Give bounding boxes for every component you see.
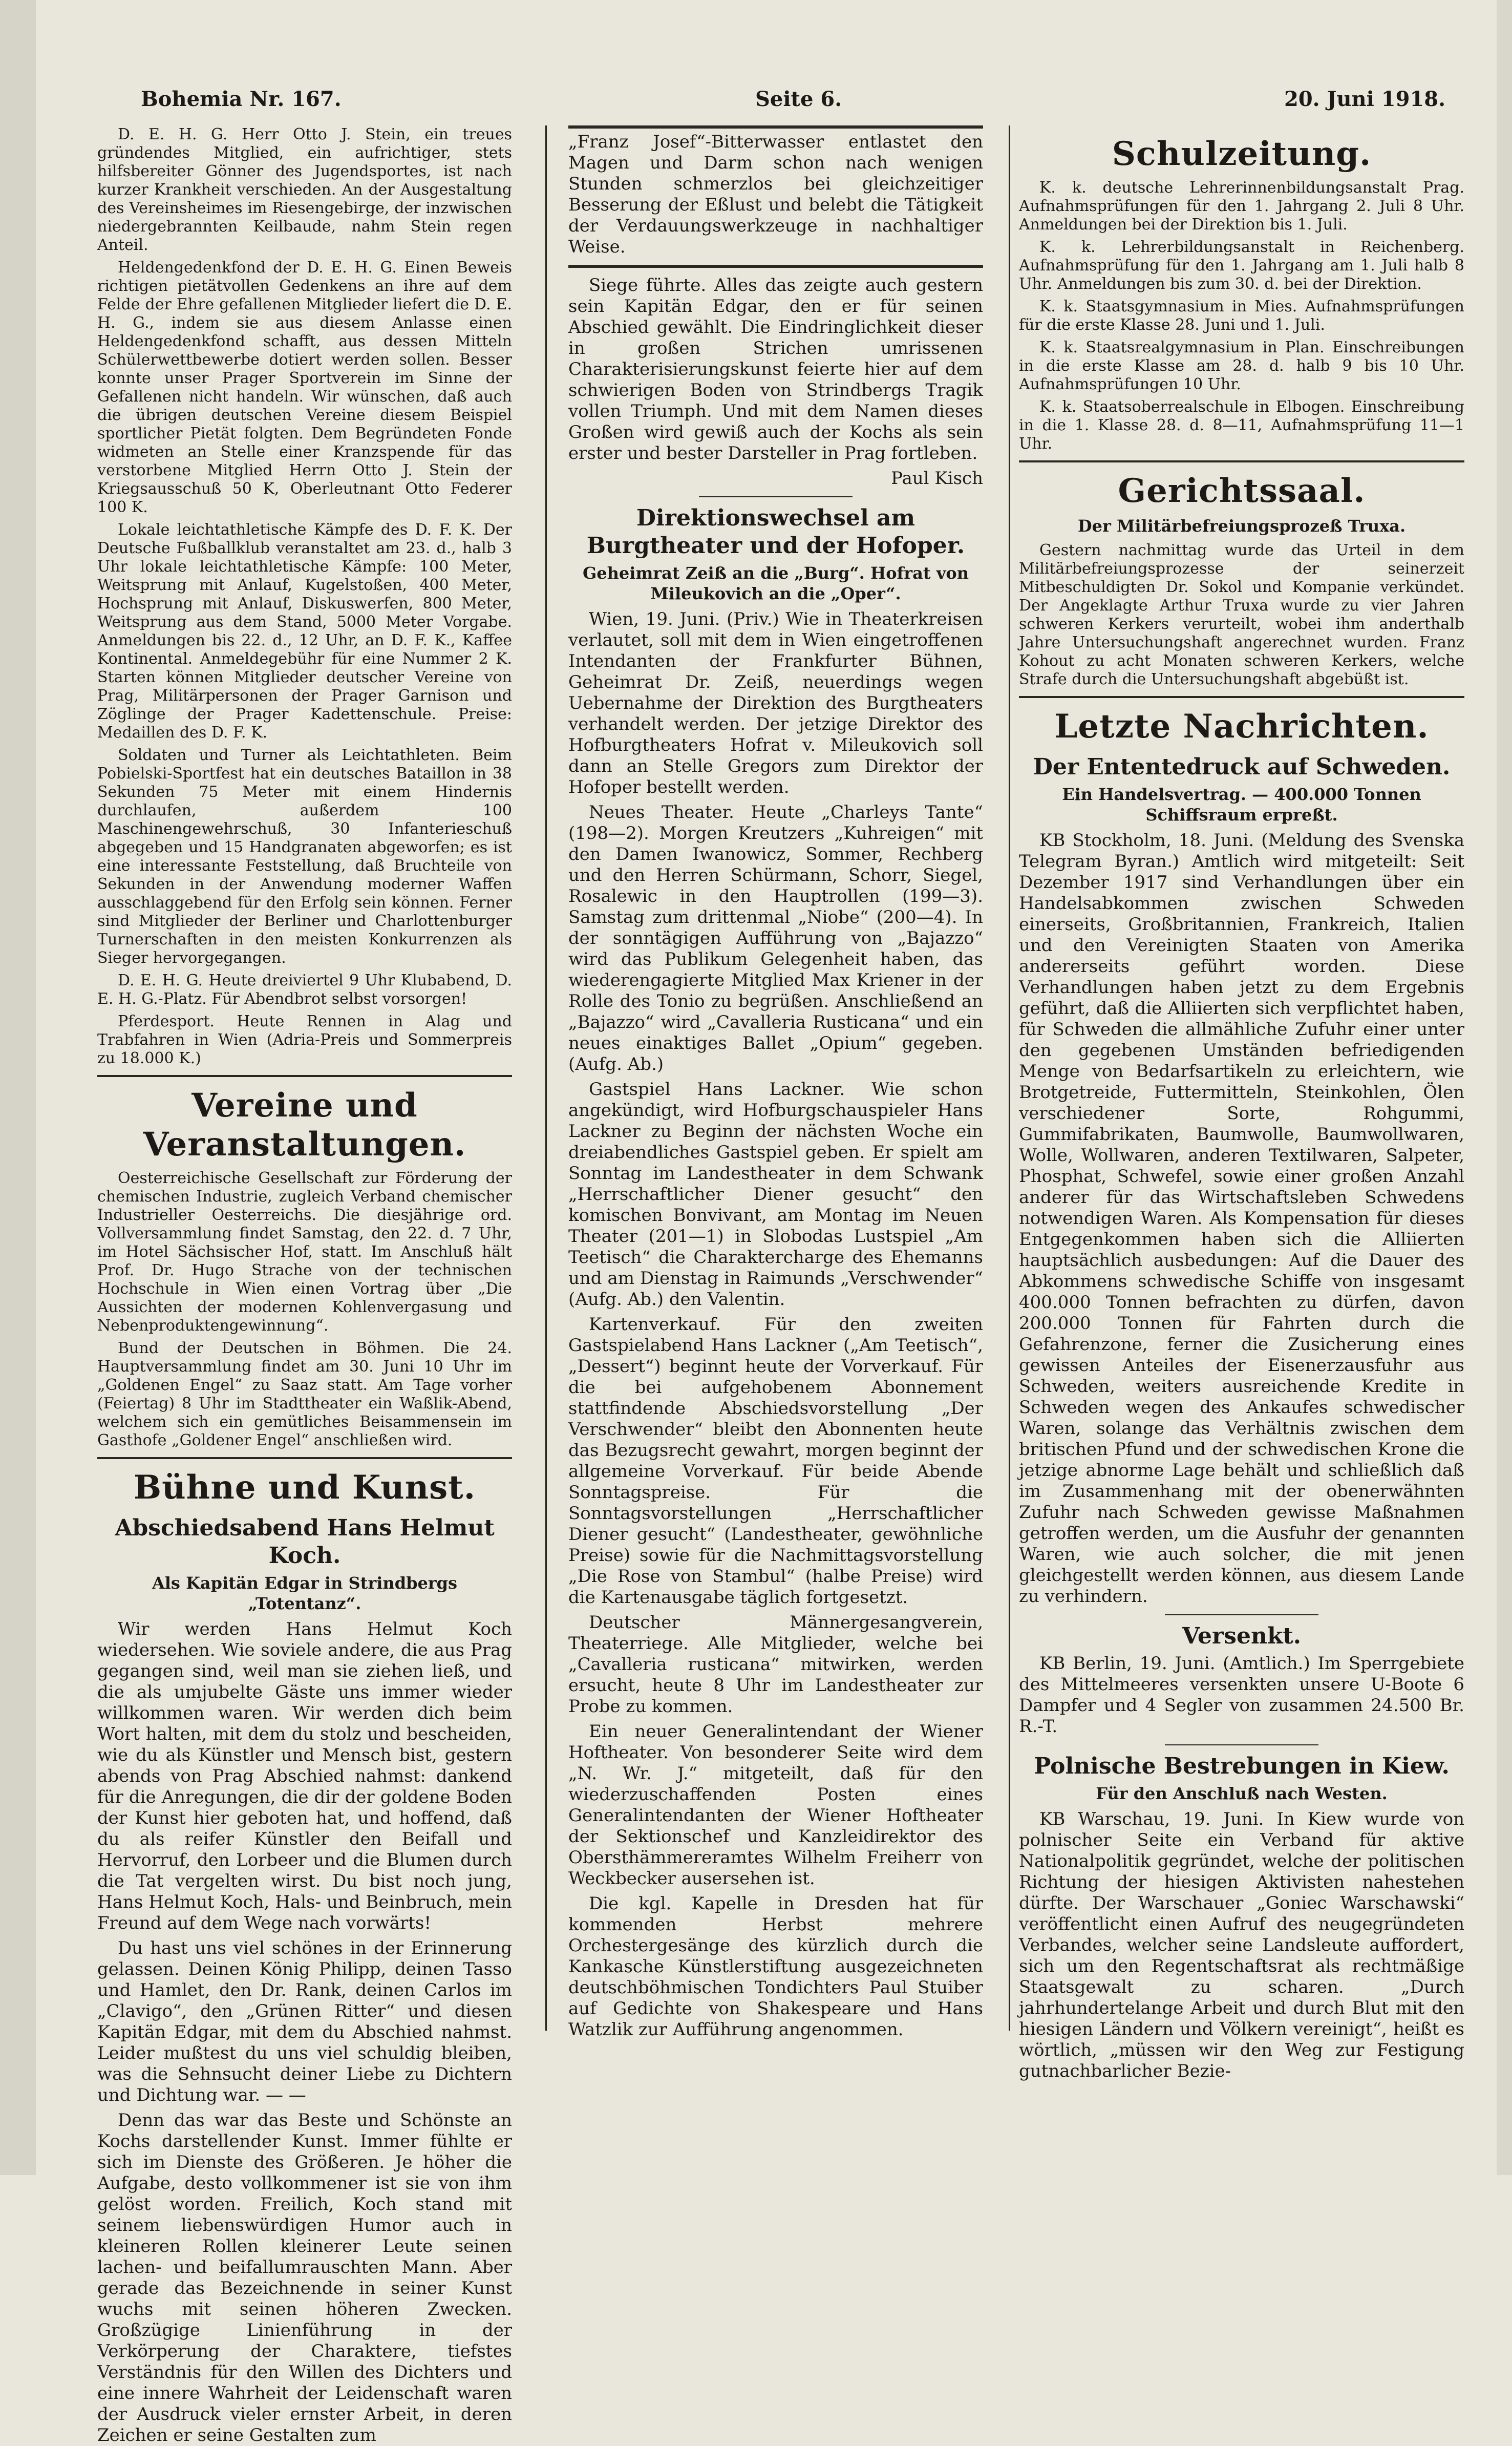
vereine-note: Oesterreichische Gesellschaft zur Förderung der chemischen Industrie, zugleich Verband chemischer Industrieller Oesterreichs. Die diesjährige ord. Vollversammlung findet Samstag, den 22. d. 7 Uhr, im Hotel Sächsischer Hof, statt. Im Anschluß hält Prof. Dr. Hugo Strache von der technischen Hochschule in Wien einen Vortrag über „Die Aussichten der modernen Kohlenvergasung und Nebenproduktengewinnung“. [97, 1169, 512, 1335]
section-title-letzte-nachrichten: Letzte Nachrichten. [1054, 707, 1429, 746]
theater-note: Neues Theater. Heute „Charleys Tante“ (198—2). Morgen Kreutzers „Kuhreigen“ mit den Damen Iwanowicz, Sommer, Rechberg und den Herren Schürmann, Schorr, Siegel, Rosalewic in den Hauptrollen (199—3). Samstag zum drittenmal „Niobe“ (200—4). In der sonntägigen Aufführung von „Bajazzo“ wird das Publikum Gelegenheit haben, das wiederengagierte Mitglied Max Kriener in der Rolle des Tonio zu begrüßen. Anschließend an „Bajazzo“ wird „Cavalleria Rusticana“ und ein neues einaktiges Ballet „Opium“ gegeben. (Aufg. Ab.) [568, 802, 983, 1074]
section-title-schulzeitung: Schulzeitung. [1112, 135, 1372, 173]
article-paragraph: Siege führte. Alles das zeigte auch gestern sein Kapitän Edgar, den er für seinen Abschied gewählt. Die Eindringlichkeit dieser in großen Strichen umrissenen Charakterisierungskunst feierte hier auf dem schwierigen Boden von Strindbergs Tragik vollen Triumph. Und mit dem Namen dieses Großen wird gewiß auch der Kochs als sein erster und bester Darsteller in Prag fortleben. [568, 275, 983, 463]
article-paragraph: KB Warschau, 19. Juni. In Kiew wurde von polnischer Seite ein Verband für aktive Nationalpolitik gegründet, welche der politischen Richtung der hiesigen Aktivisten nahestehen dürfte. Der Warschauer „Goniec Warschawski“ veröffentlicht einen Aufruf des neugegründeten Verbandes, welcher seine Landsleute auffordert, sich um den Regentschaftsrat als rechtmäßige Staatsgewalt zu scharen. „Durch jahrhundertelange Arbeit und durch Blut mit den hiesigen Ländern und Völkern vereinigt“, heißt es wörtlich, „müssen wir den Weg zur Festigung gutnachbarlicher Bezie- [1019, 1809, 1464, 2081]
article-separator [699, 496, 853, 497]
article-paragraph: KB Berlin, 19. Juni. (Amtlich.) Im Sperrgebiete des Mittelmeeres versenkten unsere U-Boote 6 Dampfer und 4 Segler von zusammen 24.500 Br. R.-T. [1019, 1653, 1464, 1737]
article-headline-versenkt: Versenkt. [1182, 1623, 1302, 1649]
sports-note: D. E. H. G. Heute dreiviertel 9 Uhr Klubabend, D. E. H. G.-Platz. Für Abendbrot selbst vorsorgen! [97, 972, 512, 1008]
sports-note: Soldaten und Turner als Leichtathleten. Beim Pobielski-Sportfest hat ein deutsches Bataillon in 38 Sekunden 75 Meter mit einem Hindernis durchlaufen, außerdem 100 Maschinengewehrschuß, 30 Infanterieschuß abgegeben und 15 Handgranaten abgeworfen; es ist eine interessante Feststellung, daß Bruchteile von Sekunden in der Anwendung moderner Waffen ausschlaggebend für den Erfolg sein können. Ferner sind Mitglieder der Berliner und Charlottenburger Turnerschaften in den meisten Konkurrenzen als Sieger hervorgegangen. [97, 746, 512, 967]
article-headline-koch: Abschiedsabend Hans Helmut Koch. [115, 1515, 495, 1569]
theater-note: Deutscher Männergesangverein, Theaterriege. Alle Mitglieder, welche bei „Cavalleria rusticana“ mitwirken, werden ersucht, heute 8 Uhr im Landestheater zur Probe zu kommen. [568, 1612, 983, 1717]
column-divider [545, 125, 547, 2031]
column-divider [1009, 125, 1010, 2031]
school-note: K. k. Staatsgymnasium in Mies. Aufnahmsprüfungen für die erste Klasse 28. Juni und 1. Juli. [1019, 298, 1464, 334]
article-subheadline-koch: Als Kapitän Edgar in Strindbergs „Totentanz“. [152, 1573, 458, 1613]
article-headline-ententedruck: Der Ententedruck auf Schweden. [1033, 754, 1451, 780]
article-signature: Paul Kisch [891, 468, 983, 489]
column-left [97, 125, 512, 2445]
article-paragraph: Denn das war das Beste und Schönste an Kochs darstellender Kunst. Immer fühlte er sich im Dienste des Größeren. Je höher die Aufgabe, desto vollkommener ist sie von ihm gelöst worden. Freilich, Koch stand mit seinem liebenswürdigen Humor auch in kleineren Rollen kleinerer Leute seinen lachen- und beifallumrauschten Mann. Aber gerade das Bezeichnende in seiner Kunst wuchs mit seinen höheren Zwecken. Großzügige Linienführung in der Verkörperung der Charaktere, tiefstes Verständnis für den Willen des Dichters und eine innere Wahrheit der Leidenschaft waren der Ausdruck vieler ernster Arbeit, in deren Zeichen er seine Gestalten zum [97, 2110, 512, 2445]
article-headline-direktion: Direktionswechsel am Burgtheater und der Hofoper. [586, 505, 965, 559]
school-note: K. k. deutsche Lehrerinnenbildungsanstalt Prag. Aufnahmsprüfungen für den 1. Jahrgang 2. Juli 8 Uhr. Anmeldungen bei der Direktion bis 1. Juli. [1019, 179, 1464, 234]
advertisement-text: „Franz Josef“-Bitterwasser entlastet den Magen und Darm schon nach wenigen Stunden schmerzlos bei gleichzeitiger Besserung der Eßlust und belebt die Tätigkeit der Verdauungswerkzeuge in nachhaltiger Weise. [568, 132, 983, 257]
section-rule [97, 1075, 512, 1077]
sports-note: Heldengedenkfond der D. E. H. G. Einen Beweis richtigen pietätvollen Gedenkens an ihre auf dem Felde der Ehre gefallenen Mitglieder liefert die D. E. H. G., indem sie aus diesem Anlasse einen Heldengedenkfond schafft, aus dessen Mitteln Schülerwettbewerbe dotiert werden sollen. Besser konnte unser Prager Sportverein im Sinne der Gefallenen nicht handeln. Wir wünschen, daß auch die übrigen deutschen Vereine diesem Beispiel sportlicher Pietät folgten. Dem Begründeten Fonde widmeten an Stelle einer Kranzspende für das verstorbene Mitglied Herrn Otto J. Stein der Kriegsausschuß 50 K, Oberleutnant Otto Federer 100 K. [97, 259, 512, 516]
article-headline-kiew: Polnische Bestrebungen in Kiew. [1034, 1753, 1450, 1779]
article-headline-truxa: Der Militärbefreiungsprozeß Truxa. [1077, 516, 1406, 536]
section-rule [97, 1457, 512, 1459]
column-middle [568, 125, 983, 2051]
section-title-vereine: Vereine und Veranstaltungen. [143, 1086, 466, 1164]
theater-note: Kartenverkauf. Für den zweiten Gastspielabend Hans Lackner („Am Teetisch“, „Dessert“) beginnt heute der Vorverkauf. Für die bei aufgehobenem Abonnement stattfindende Abschiedsvorstellung „Der Verschwender“ bleibt den Abonnenten heute das Bezugsrecht gewahrt, morgen beginnt der allgemeine Vorverkauf. Für beide Abende Sonntagspreise. Für die Sonntagsvorstellungen „Herrschaftlicher Diener gesucht“ (Landestheater, gewöhnliche Preise) sowie für die Nachmittagsvorstellung „Die Rose von Stambul“ (halbe Preise) wird die Kartenausgabe täglich fortgesetzt. [568, 1314, 983, 1608]
article-subheadline-ententedruck: Ein Handelsvertrag. — 400.000 Tonnen Schiffsraum erpreßt. [1062, 785, 1421, 825]
school-note: K. k. Staatsrealgymnasium in Plan. Einschreibungen in die erste Klasse am 28. d. halb 9 bis 10 Uhr. Aufnahmsprüfungen 10 Uhr. [1019, 339, 1464, 393]
article-paragraph: Gestern nachmittag wurde das Urteil in dem Militärbefreiungsprozesse der seinerzeit Mitbeschuldigten Dr. Sokol und Kompanie verkündet. Der Angeklagte Arthur Truxa wurde zu vier Jahren schweren Kerkers verurteilt, wobei ihm anderthalb Jahre Untersuchungshaft angerechnet wurden. Franz Kohout zu acht Monaten schweren Kerkers, welche Strafe durch die Untersuchungshaft abgebüßt ist. [1019, 541, 1464, 688]
school-note: K. k. Lehrerbildungsanstalt in Reichenberg. Aufnahmsprüfung für den 1. Jahrgang am 1. Juli halb 8 Uhr. Anmeldungen bis zum 30. d. bei der Direktion. [1019, 238, 1464, 293]
theater-note: Ein neuer Generalintendant der Wiener Hoftheater. Von besonderer Seite wird dem „N. Wr. J.“ mitgeteilt, daß für den wiederzuschaffenden Posten eines Generalintendanten der Wiener Hoftheater der Sektionschef und Kanzleidirektor des Obersthämmereramtes Wilhelm Freiherr von Weckbecker ausersehen ist. [568, 1721, 983, 1889]
section-title-gerichtssaal: Gerichtssaal. [1118, 472, 1366, 510]
article-separator [1165, 1744, 1318, 1745]
sports-note: Pferdesport. Heute Rennen in Alag und Trabfahren in Wien (Adria-Preis und Sommerpreis zu 18.000 K.) [97, 1013, 512, 1067]
article-separator [1165, 1614, 1318, 1615]
column-right [1019, 125, 1464, 2081]
page-header [141, 82, 1445, 113]
sports-note: D. E. H. G. Herr Otto J. Stein, ein treues gründendes Mitglied, ein aufrichtiger, stets hilfsbereiter Gönner des Jugendsportes, ist nach kurzer Krankheit verschieden. An der Ausgestaltung des Vereinsheimes im Riesengebirge, der inzwischen niedergebrannten Keilbaude, nahm Stein regen Anteil. [97, 125, 512, 254]
article-paragraph: Wien, 19. Juni. (Priv.) Wie in Theaterkreisen verlautet, soll mit dem in Wien eingetroffenen Intendanten der Frankfurter Bühnen, Geheimrat Dr. Zeiß, neuerdings wegen Uebernahme der Direktion des Burgtheaters verhandelt werden. Der jetzige Direktor des Hofburgtheaters Hofrat v. Mileukovich soll dann an Stelle Gregors zum Direktor der Hofoper bestellt werden. [568, 609, 983, 797]
article-paragraph: Du hast uns viel schönes in der Erinnerung gelassen. Deinen König Philipp, deinen Tasso und Hamlet, den Dr. Rank, deinen Carlos im „Clavigo“, den „Grünen Ritter“ und diesen Kapitän Edgar, mit dem du Abschied nahmst. Leider mußtest du uns viel schuldig bleiben, was die Sehnsucht deiner Liebe zu Dichtern und Dichtung war. — — [97, 1938, 512, 2105]
article-paragraph: KB Stockholm, 18. Juni. (Meldung des Svenska Telegram Byran.) Amtlich wird mitgeteilt: Seit Dezember 1917 sind Verhandlungen über ein Handelsabkommen zwischen Schweden einerseits, Großbritannien, Frankreich, Italien und den Vereinigten Staaten von Amerika andererseits geführt worden. Diese Verhandlungen haben jetzt zu dem Ergebnis geführt, daß die Alliierten sich verpflichtet haben, für Schweden die allmähliche Zufuhr einer unter den gegebenen Umständen befriedigenden Menge von Bedarfsartikeln zu erleichtern, wie Brotgetreide, Futtermitteln, Steinkohlen, Ölen verschiedener Sorte, Rohgummi, Gummifabrikaten, Baumwolle, Baumwollwaren, Wolle, Wollwaren, anderen Textilwaren, Salpeter, Phosphat, Schwefel, sowie einer großen Anzahl anderer für das Wirtschaftsleben Schwedens notwendigen Waren. Als Kompensation für dieses Entgegenkommen haben sich die Alliierten hauptsächlich ausbedungen: Auf die Dauer des Abkommens schwedische Schiffe von insgesamt 400.000 Tonnen befrachten zu dürfen, davon 200.000 Tonnen für Fahrten durch die Gefahrenzone, ferner die Zusicherung eines gewissen Anteiles der Eisenerzausfuhr aus Schweden, weiters ausreichende Kredite in Schweden wegen des Ankaufes schwedischer Waren, solange das Verhältnis zwischen dem britischen Pfund und der schwedischen Krone die jetzige abnorme Lage behält und schließlich daß im Zusammenhang mit der obenerwähnten Zufuhr nach Schweden gewisse Maßnahmen getroffen werden, um die Ausfuhr der genannten Waren, wie auch solcher, die mit jenen gleichgestellt werden können, aus diesem Lande zu verhindern. [1019, 830, 1464, 1607]
advertisement-box [568, 125, 983, 268]
school-note: K. k. Staatsoberrealschule in Elbogen. Einschreibung in die 1. Klasse 28. d. 8—11, Aufnahmsprüfung 11—1 Uhr. [1019, 398, 1464, 453]
page-edge-right [1497, 0, 1512, 2175]
article-subheadline-kiew: Für den Anschluß nach Westen. [1096, 1784, 1388, 1803]
theater-note: Gastspiel Hans Lackner. Wie schon angekündigt, wird Hofburgschauspieler Hans Lackner zu Beginn der nächsten Woche ein dreiabendliches Gastspiel geben. Er spielt am Sonntag im Landestheater in dem Schwank „Herrschaftlicher Diener gesucht“ den komischen Bonvivant, am Montag im Neuen Theater (201—1) in Slobodas Lustspiel „Am Teetisch“ die Charaktercharge des Ehemanns und am Dienstag in Raimunds „Verschwender“ (Aufg. Ab.) den Valentin. [568, 1079, 983, 1310]
section-title-buehne: Bühne und Kunst. [134, 1468, 476, 1507]
issue-date: 20. Juni 1918. [1284, 87, 1445, 111]
section-rule [1019, 460, 1464, 462]
masthead-issue: Bohemia Nr. 167. [141, 87, 342, 111]
sports-note: Lokale leichtathletische Kämpfe des D. F. K. Der Deutsche Fußballklub veranstaltet am 23. d., halb 3 Uhr lokale leichtathletische Kämpfe: 100 Meter, Weitsprung mit Anlauf, Kugelstoßen, 400 Meter, Hochsprung mit Anlauf, Diskuswerfen, 800 Meter, Weitsprung aus dem Stand, 5000 Meter Vorgabe. Anmeldungen bis 22. d., 12 Uhr, an D. F. K., Kaffee Kontinental. Anmeldegebühr für eine Nummer 2 K. Starten können Mitglieder deutscher Vereine von Prag, Militärpersonen der Prager Garnison und Zöglinge der Prager Kadettenschule. Preise: Medaillen des D. F. K. [97, 521, 512, 742]
page-number: Seite 6. [755, 87, 842, 111]
vereine-note: Bund der Deutschen in Böhmen. Die 24. Hauptversammlung findet am 30. Juni 10 Uhr im „Goldenen Engel“ zu Saaz statt. Am Tage vorher (Feiertag) 8 Uhr im Stadttheater ein Waßlik-Abend, welchem sich ein gemütliches Beisammensein im Gasthofe „Goldener Engel“ anschließen wird. [97, 1339, 512, 1449]
page-edge-shadow [0, 0, 36, 2175]
article-paragraph: Wir werden Hans Helmut Koch wiedersehen. Wie soviele andere, die aus Prag gegangen sind, weil man sie ziehen ließ, und die als umjubelte Gäste uns immer wieder willkommen waren. Wir werden dich beim Wort halten, mit dem du stolz und bescheiden, wie du als Künstler und Mensch bist, gestern abends von Prag Abschied nahmst: dankend für die Anregungen, die dir der goldene Boden der Kunst hier geboten hat, und hoffend, daß du als reifer Künstler den Beifall und Hervorruf, den Lorbeer und die Blumen durch die Tat vergelten wirst. Du bist noch jung, Hans Helmut Koch, Hals- und Beinbruch, mein Freund auf dem Wege nach vorwärts! [97, 1619, 512, 1933]
section-rule [1019, 696, 1464, 698]
theater-note: Die kgl. Kapelle in Dresden hat für kommenden Herbst mehrere Orchestergesänge des kürzlich durch die Kankasche Künstlerstiftung ausgezeichneten deutschböhmischen Tondichters Paul Stuiber auf Gedichte von Shakespeare und Hans Watzlik zur Aufführung angenommen. [568, 1893, 983, 2040]
article-subheadline-direktion: Geheimrat Zeiß an die „Burg“. Hofrat von Mileukovich an die „Oper“. [582, 563, 969, 603]
